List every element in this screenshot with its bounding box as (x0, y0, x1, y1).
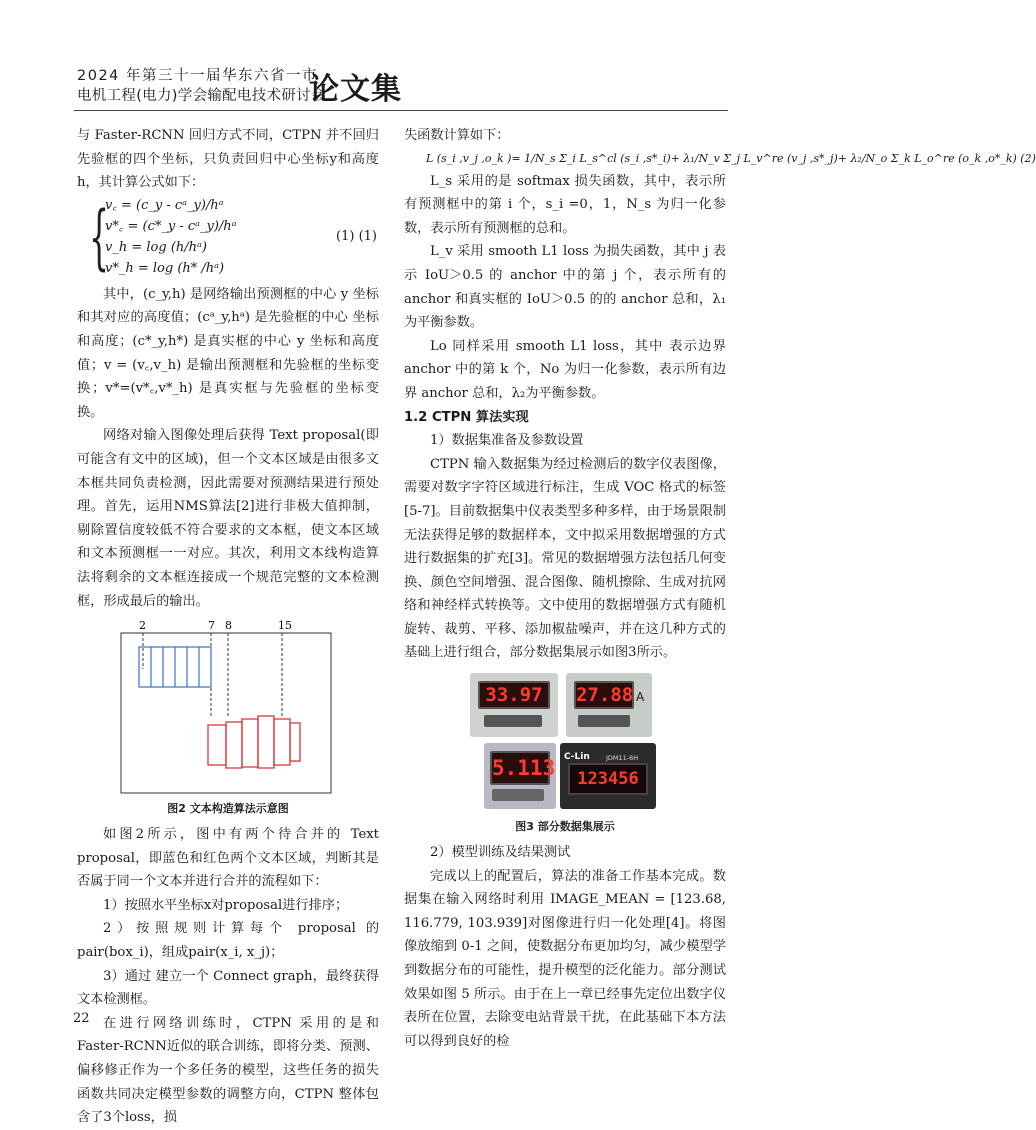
subsection-1: 1）数据集准备及参数设置 (430, 433, 584, 449)
meter-photo (470, 673, 558, 737)
lcd-display: 123456 (568, 763, 648, 795)
page-number: 22 (73, 1011, 90, 1026)
equation-lines (105, 195, 237, 279)
left-paragraph-3: 网络对输入图像处理后获得 Text proposal(即可能含有文中的区域)，但一个文本区域是由很多文本框共同负责检测，因此需要对预测结果进行预处理。首先，运用NMS算法[2]进行非极大值抑制，剔除置信度较低不符合要求的文本框，使文本区域和文本预测框一一对应。其次，利用文本线构造算法将剩余的文本框连接成一个规范完整的文本检测框，形成最后的输出。 (77, 428, 379, 609)
equation-line: v꜀ = (c_y - cᵃ_y)/hᵃ (105, 197, 224, 213)
lcd-display: 33.97 (478, 681, 550, 709)
figure-2-diagram (77, 619, 379, 797)
left-paragraph-2: 其中，(c_y,h) 是网络输出预测框的中心 y 坐标和其对应的高度值；(cᵃ_y,hᵃ) 是先验框的中心 坐标和高度；(c*_y,h*) 是真实框的中心 y 坐标和高度值；v = (v꜀,v_h) 是输出预测框和先验框的坐标变换；v*=(v*꜀,v*_h) 是真实框与先验框的坐标变换。 (77, 286, 379, 420)
left-column (77, 124, 379, 1130)
meter-photo (566, 673, 652, 737)
left-paragraph-4: 如图2所示，图中有两个待合并的 Text proposal，即蓝色和红色两个文本区域，判断其是否属于同一个文本并进行合并的流程如下： (77, 827, 379, 890)
equation-line: v*_h = log (h* /hᵃ) (105, 260, 225, 276)
lcd-display: 5.113 (490, 751, 550, 785)
left-paragraph-5: 在进行网络训练时，CTPN 采用的是和 Faster-RCNN近似的联合训练，即将分类、预测、偏移修正作为一个多任务的模型，这些任务的损失函数共同决定模型参数的调整方向，CTPN 整体包含了3个loss，损 (77, 1015, 379, 1126)
equation-line: v*꜀ = (c*_y - cᵃ_y)/hᵃ (105, 218, 237, 234)
meter-buttons (484, 715, 542, 727)
equation-brace: { (89, 195, 110, 278)
section-heading: 1.2 CTPN 算法实现 (404, 409, 529, 425)
meter-buttons (492, 789, 544, 801)
right-column (404, 124, 1036, 1053)
header-rule (74, 110, 728, 111)
figure-2 (77, 619, 379, 797)
right-paragraph-2: L_s 采用的是 softmax 损失函数，其中，表示所有预测框中的第 i 个，s_i =0，1，N_s 为归一化参数，表示所有预测框的总和。 (404, 173, 726, 236)
right-paragraph-6: 完成以上的配置后，算法的准备工作基本完成。数据集在输入网络时利用 IMAGE_MEAN = [123.68, 116.779, 103.939]对图像进行归一化处理[4]。将图像放缩到 0-1 之间，使数据分布更加均匀，减少模型学到数据分布的可能性，提升模型的泛化能力。部分测试效果如图 5 所示。由于在上一章已经事先定位出数字仪表所在位置，去除变电站背景干扰，在此基础下本方法可以得到良好的检 (404, 868, 726, 1049)
right-paragraph-3: L_v 采用 smooth L1 loss 为损失函数，其中 j 表示 IoU＞0.5 的 anchor 中的第 j 个，表示所有的 anchor 和真实框的 IoU＞0.5 的的 anchor 总和，λ₁为平衡参数。 (404, 244, 726, 331)
figure-2-label: 2 (139, 619, 146, 633)
lcd-unit: A (636, 690, 645, 705)
equation-line: v_h = log (h/hᵃ) (105, 239, 207, 255)
figure-2-caption: 图2 文本构造算法示意图 (167, 802, 289, 816)
meter-buttons (578, 715, 630, 727)
model-label: JDM11-6H (606, 754, 639, 763)
right-paragraph-4: Lo 同样采用 smooth L1 loss，其中 表示边界 anchor 中的第 k 个，No 为归一化参数，表示所有边界 anchor 总和，λ₂为平衡参数。 (404, 338, 726, 401)
equation-2: L (s_i ,v_j ,o_k )= 1/N_s Σ_i L_s^cl (s_i ,s*_i)+ λ₁/N_v Σ_j L_v^re (v_j ,s*_j)+ λ₂/N_o Σ_k L_o^re (o_k ,o*_k) (2) (426, 151, 1036, 165)
meter-photo (484, 743, 556, 809)
red-text-proposals (208, 716, 300, 768)
right-paragraph-1: 失函数计算如下： (404, 128, 510, 143)
brand-logo: C-Lin (564, 752, 590, 763)
figure-3 (404, 673, 726, 815)
header-line-1: 2024 年第三十一届华东六省一市 (77, 68, 319, 84)
subsection-2: 2）模型训练及结果测试 (430, 845, 571, 861)
header-line-2: 电机工程(电力)学会输配电技术研讨会 (77, 88, 326, 104)
figure-2-label: 15 (278, 619, 292, 633)
equation-1 (77, 195, 379, 283)
figure-2-label: 8 (225, 619, 232, 633)
blue-text-proposals (139, 647, 211, 687)
lcd-display: 27.88 (574, 681, 634, 709)
step-3: 3）通过 建立一个 Connect graph，最终获得文本检测框。 (77, 968, 379, 1008)
figure-3-caption: 图3 部分数据集展示 (515, 820, 615, 834)
step-2: 2）按照规则计算每个 proposal 的 pair(box_i)，组成pair(x_i, x_j)； (77, 921, 379, 961)
left-paragraph-1: 与 Faster-RCNN 回归方式不同，CTPN 并不回归先验框的四个坐标，只负责回归中心坐标y和高度h，其计算公式如下： (77, 128, 379, 191)
equation-number: (1) (1) (336, 228, 377, 244)
figure-2-label: 7 (208, 619, 215, 633)
figure-2-frame (121, 633, 331, 793)
step-1: 1）按照水平坐标x对proposal进行排序； (103, 897, 349, 913)
right-paragraph-5: CTPN 输入数据集为经过检测后的数字仪表图像，需要对数字字符区域进行标注，生成 VOC 格式的标签[5-7]。目前数据集中仪表类型多种多样，由于场景限制无法获得足够的数据样本，文中拟采用数据增强的方式进行数据集的扩充[3]。常见的数据增强方法包括几何变换、颜色空间增强、混合图像、随机擦除、生成对抗网络和神经样式转换等。文中使用的数据增强方式有随机旋转、裁剪、平移、添加椒盐噪声，并在这几种方式的基础上进行组合，部分数据集展示如图3所示。 (404, 456, 726, 661)
header-title: 论文集 (309, 72, 402, 107)
meter-photo (560, 743, 656, 809)
